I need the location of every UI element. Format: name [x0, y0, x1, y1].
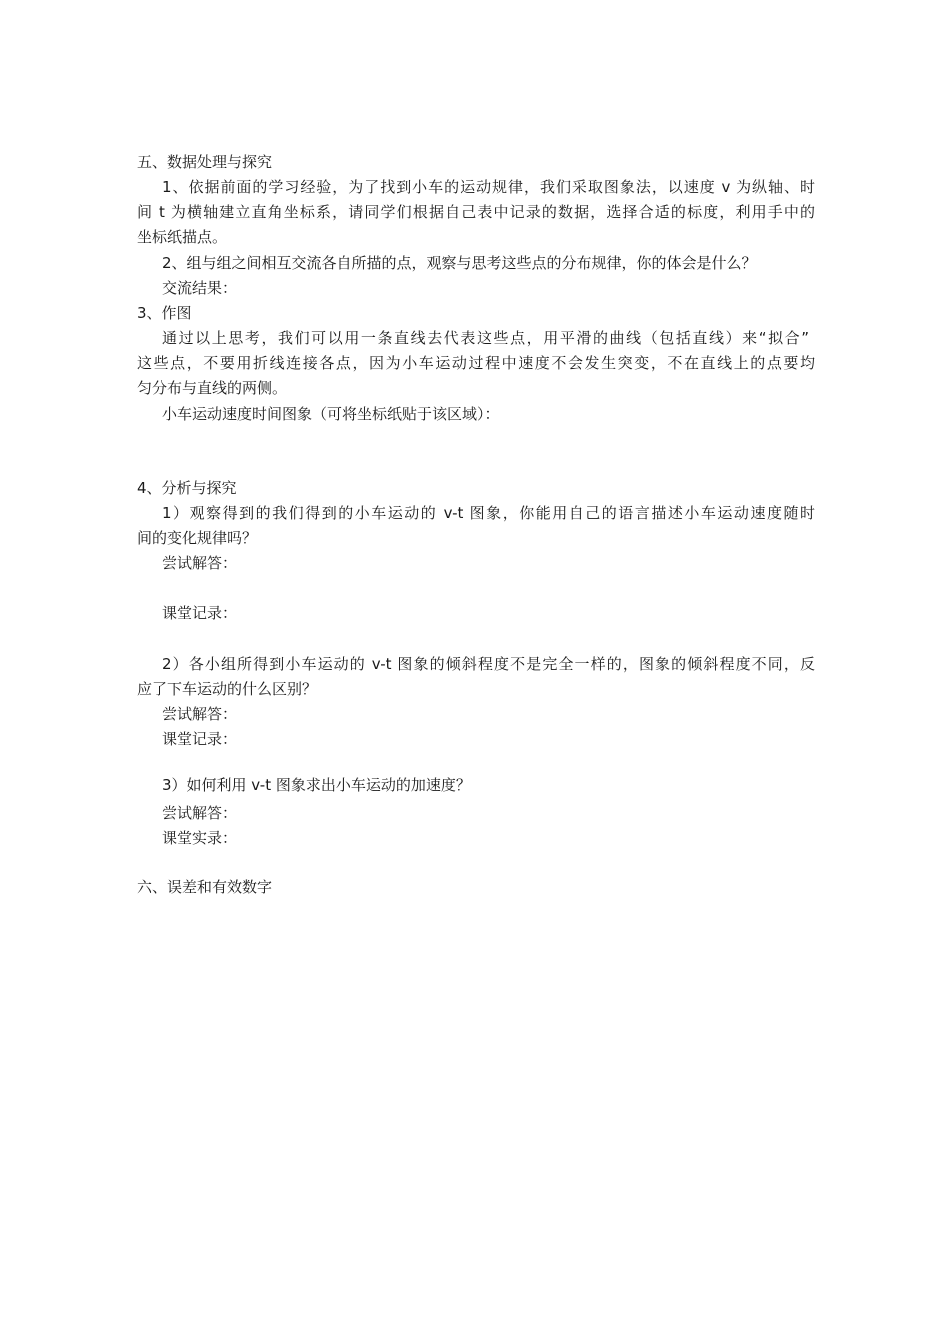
graph-caption: 小车运动速度时间图象（可将坐标纸贴于该区域）：: [162, 405, 500, 423]
paragraph-3-line-2: 这些点，不要用折线连接各点，因为小车运动过程中速度不会发生突变，不在直线上的点要均: [137, 354, 815, 372]
question-1-try-label: 尝试解答：: [162, 554, 238, 572]
paragraph-1-line-1: 1、依据前面的学习经验，为了找到小车的运动规律，我们采取图象法，以速度 v 为纵轴、时: [162, 178, 815, 196]
question-3-try-label: 尝试解答：: [162, 804, 238, 822]
question-2-record-label: 课堂记录：: [162, 730, 238, 748]
paragraph-1-line-3: 坐标纸描点。: [137, 228, 228, 246]
question-2-line-1: 2）各小组所得到小车运动的 v-t 图象的倾斜程度不是完全一样的，图象的倾斜程度不同，反: [162, 655, 815, 673]
question-3-record-label: 课堂实录：: [162, 829, 238, 847]
question-3: 3）如何利用 v-t 图象求出小车运动的加速度？: [162, 776, 471, 794]
question-2-line-2: 应了下车运动的什么区别？: [137, 680, 318, 698]
section-6-title: 六、误差和有效数字: [137, 878, 273, 896]
question-1-line-2: 间的变化规律吗？: [137, 529, 258, 547]
question-1-record-label: 课堂记录：: [162, 604, 238, 622]
question-1-line-1: 1）观察得到的我们得到的小车运动的 v-t 图象，你能用自己的语言描述小车运动速度随时: [162, 504, 815, 522]
section-5-title: 五、数据处理与探究: [137, 153, 273, 171]
section-3-title: 3、作图: [137, 304, 192, 322]
question-2-try-label: 尝试解答：: [162, 705, 238, 723]
paragraph-1-line-2: 间 t 为横轴建立直角坐标系，请同学们根据自己表中记录的数据，选择合适的标度，利用手中的: [137, 203, 815, 221]
paragraph-2: 2、组与组之间相互交流各自所描的点，观察与思考这些点的分布规律，你的体会是什么？: [162, 254, 757, 272]
section-4-title: 4、分析与探究: [137, 479, 237, 497]
exchange-result-label: 交流结果：: [162, 279, 238, 297]
paragraph-3-line-1: 通过以上思考，我们可以用一条直线去代表这些点，用平滑的曲线（包括直线）来“拟合”: [162, 329, 809, 347]
paragraph-3-line-3: 匀分布与直线的两侧。: [137, 379, 288, 397]
